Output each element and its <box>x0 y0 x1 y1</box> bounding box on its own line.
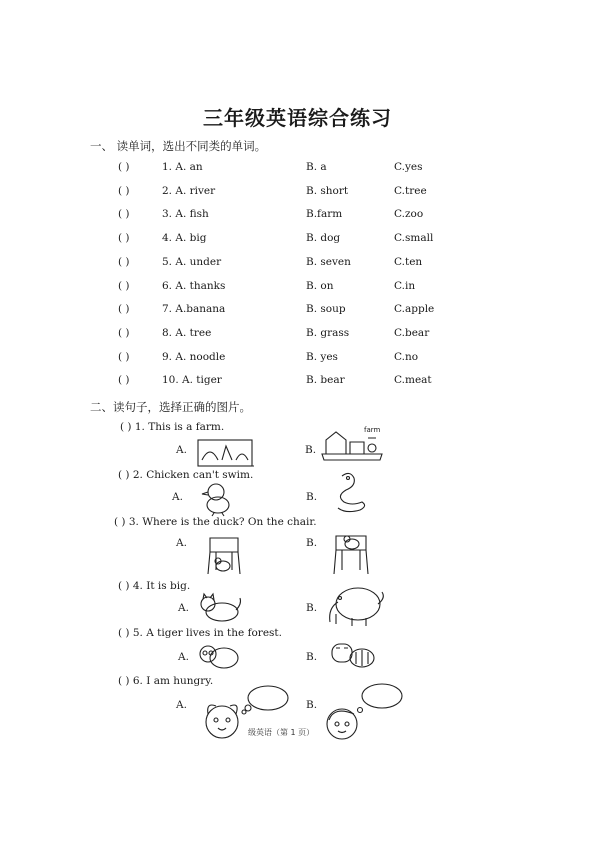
answer-blank: ( ) <box>118 279 130 292</box>
option-b: B. a <box>306 161 327 173</box>
answer-blank: ( ) <box>118 208 130 221</box>
option-a: 5. A. under <box>162 255 222 268</box>
cat-picture <box>198 592 242 624</box>
duck-on-chair-picture <box>326 530 376 576</box>
option-b-label: B. <box>306 537 318 549</box>
answer-blank: ( ) <box>118 232 130 245</box>
answer-blank: ( ) <box>118 350 130 363</box>
option-c: C.meat <box>394 374 432 387</box>
elephant-picture <box>322 584 388 628</box>
option-c: C.tree <box>394 184 427 197</box>
option-b: B. on <box>306 279 334 292</box>
option-c: C.yes <box>394 161 423 173</box>
page-title: 三年级英语综合练习 <box>203 106 392 130</box>
answer-blank: ( ) <box>118 184 130 197</box>
answer-blank: ( ) <box>118 161 130 173</box>
option-b: B. grass <box>306 326 350 339</box>
farm-sign-text: farm <box>364 426 381 434</box>
option-b: B. short <box>306 184 349 197</box>
question-6: ( ) 6. I am hungry. <box>118 675 214 687</box>
option-a: 10. A. tiger <box>162 374 222 387</box>
option-a: 6. A. thanks <box>162 279 226 292</box>
question-row <box>0 373 595 387</box>
option-c: C.in <box>394 279 416 292</box>
question-4: ( ) 4. It is big. <box>118 580 191 592</box>
question-row <box>0 350 595 364</box>
option-a-label: A. <box>178 602 189 614</box>
option-b-label: B. <box>306 491 318 503</box>
option-a-label: A. <box>178 651 189 663</box>
question-row <box>0 255 595 269</box>
option-b: B. yes <box>306 350 338 363</box>
boy-thinking-picture <box>326 682 406 742</box>
question-row <box>0 279 595 293</box>
duck-under-chair-picture <box>202 530 248 578</box>
question-3: ( ) 3. Where is the duck? On the chair. <box>114 516 317 528</box>
option-c: C.zoo <box>394 208 424 221</box>
answer-blank: ( ) <box>118 255 130 268</box>
option-b: B. soup <box>306 303 346 316</box>
answer-blank: ( ) <box>118 303 130 316</box>
question-row <box>0 184 595 198</box>
question-row <box>0 302 595 316</box>
zoo-animals-picture <box>196 436 256 470</box>
option-b-label: B. <box>305 444 317 456</box>
section-1-heading: 一、 读单词，选出不同类的单词。 <box>90 139 267 153</box>
option-c: C.small <box>394 232 434 245</box>
question-row <box>0 231 595 245</box>
option-a: 9. A. noodle <box>162 350 226 363</box>
option-c: C.bear <box>394 326 430 339</box>
question-1: ( ) 1. This is a farm. <box>120 421 225 433</box>
panda-picture <box>198 642 240 670</box>
option-a-label: A. <box>176 444 187 456</box>
option-b-label: B. <box>306 651 318 663</box>
option-a: 2. A. river <box>162 184 216 197</box>
tiger-picture <box>328 636 376 672</box>
answer-blank: ( ) <box>118 374 130 387</box>
option-a-label: A. <box>176 537 187 549</box>
option-b: B. seven <box>306 255 351 268</box>
question-row <box>0 160 595 174</box>
option-c: C.apple <box>394 303 435 316</box>
question-2: ( ) 2. Chicken can't swim. <box>118 469 254 481</box>
option-b-label: B. <box>306 699 318 711</box>
option-a: 3. A. fish <box>162 208 209 221</box>
option-c: C.ten <box>394 255 423 268</box>
chick-picture <box>198 478 238 516</box>
option-a: 7. A.banana <box>162 303 226 316</box>
option-b: B.farm <box>306 208 343 221</box>
option-a: 4. A. big <box>162 232 207 245</box>
page-footer: 级英语（第 1 页） <box>248 728 315 737</box>
option-b: B. bear <box>306 374 345 387</box>
option-b: B. dog <box>306 232 341 245</box>
option-a: 8. A. tree <box>162 326 212 339</box>
option-a-label: A. <box>172 491 183 503</box>
section-2-heading: 二、读句子，选择正确的图片。 <box>90 400 251 414</box>
question-5: ( ) 5. A tiger lives in the forest. <box>118 627 282 639</box>
option-a-label: A. <box>176 699 187 711</box>
option-b-label: B. <box>306 602 318 614</box>
question-row <box>0 326 595 340</box>
question-row <box>0 207 595 221</box>
option-c: C.no <box>394 350 419 363</box>
snake-picture <box>330 470 370 514</box>
answer-blank: ( ) <box>118 326 130 339</box>
option-a: 1. A. an <box>162 161 203 173</box>
